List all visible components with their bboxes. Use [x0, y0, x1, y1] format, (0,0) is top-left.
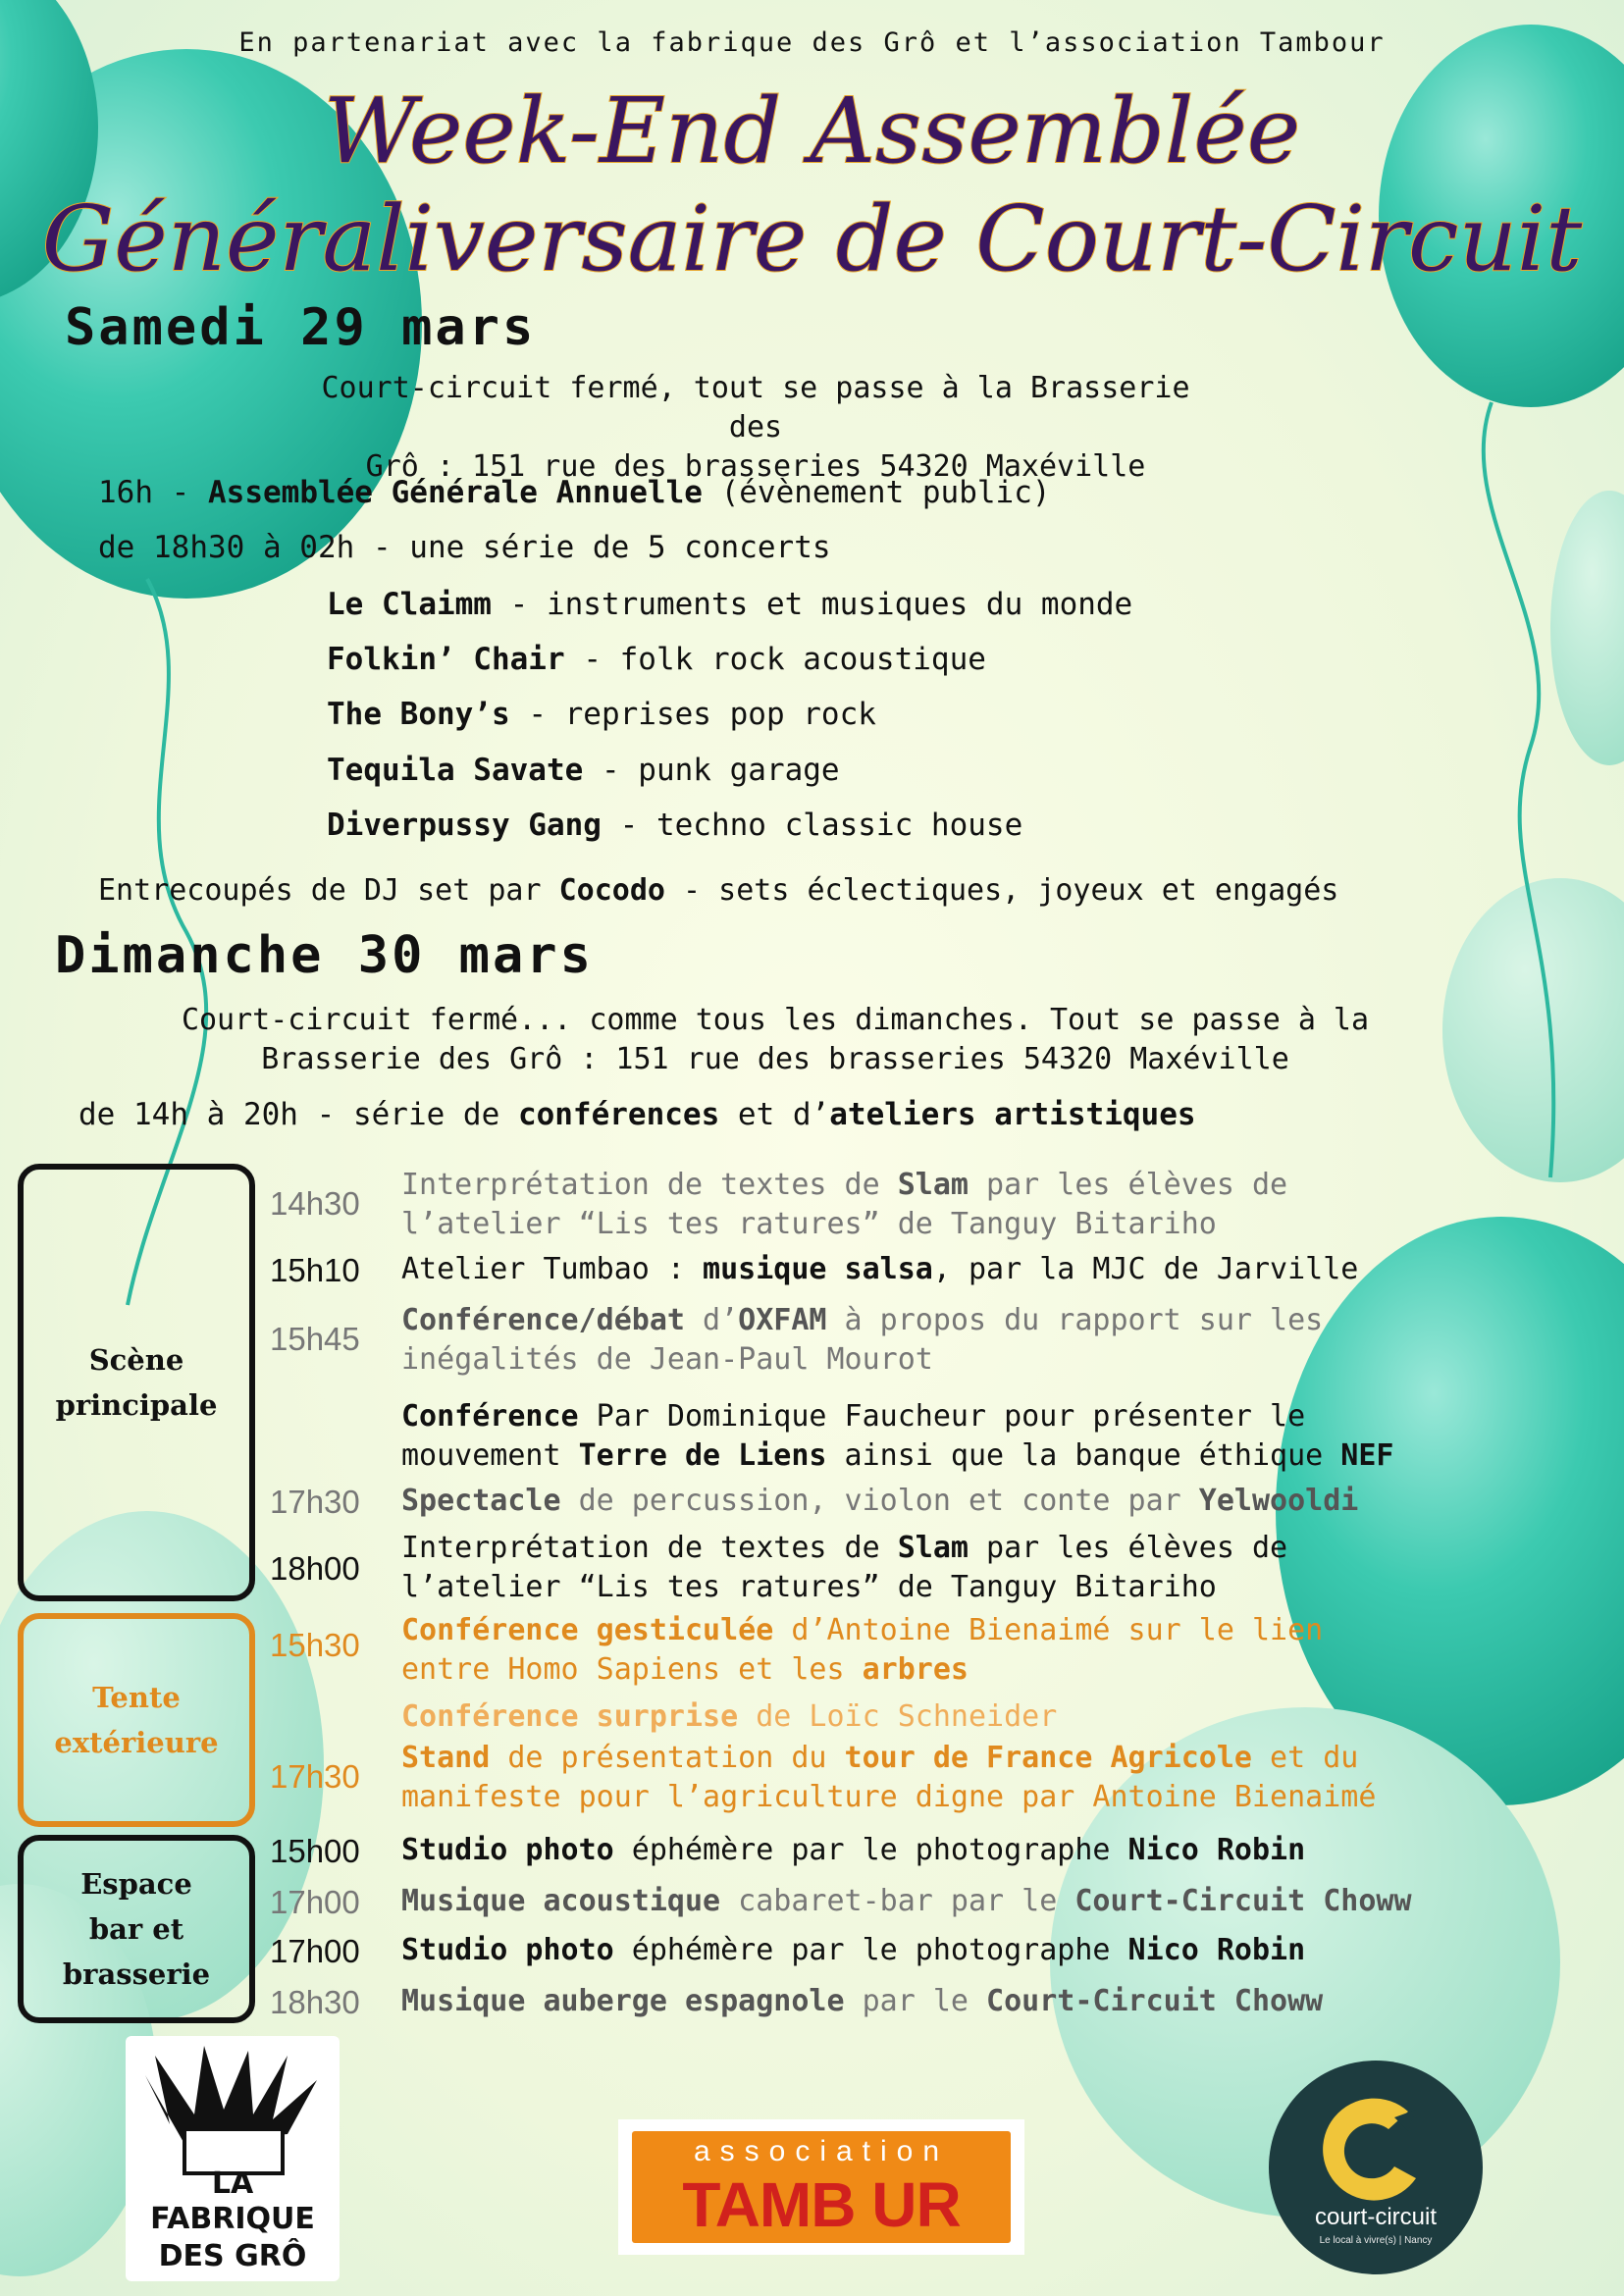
sunday-intro: de 14h à 20h - série de conférences et d’ateliers artistiques: [79, 1097, 1196, 1132]
event-title-line2: Généraliversaire de Court-Circuit: [41, 186, 1583, 291]
schedule-time: 14h30: [270, 1185, 360, 1222]
schedule-entry: Conférence/débat d’OXFAM à propos du rapport sur les inégalités de Jean-Paul Mourot: [401, 1303, 1324, 1377]
schedule-entry: Atelier Tumbao : musique salsa, par la MJC de Jarville: [401, 1252, 1359, 1286]
sunday-location: Court-circuit fermé... comme tous les dimanches. Tout se passe à la Brasserie des Grô : 151 rue des brasseries 54320 Maxéville: [181, 1003, 1370, 1076]
partner-line: En partenariat avec la fabrique des Grô et l’association Tambour: [238, 27, 1386, 58]
schedule-time: 18h00: [270, 1550, 360, 1587]
sunday-heading: Dimanche 30 mars: [55, 926, 594, 985]
band-item: Le Claimm - instruments et musiques du monde: [327, 587, 1133, 622]
association-tambour-logo: association TAMB UR: [618, 2119, 1024, 2255]
event-title-line1: Week-End Assemblée: [323, 78, 1301, 183]
saturday-location: Court-circuit fermé, tout se passe à la Brasserie des Grô : 151 rue des brasseries 54320 Maxéville: [321, 371, 1190, 484]
schedule-time: 15h10: [270, 1252, 360, 1288]
schedule-entry: Stand de présentation du tour de France Agricole et du manifeste pour l’agriculture digne par Antoine Bienaimé: [401, 1741, 1377, 1814]
schedule-entry: Interprétation de textes de Slam par les élèves de l’atelier “Lis tes ratures” de Tanguy Bitariho: [401, 1531, 1288, 1604]
fabrique-des-gro-logo: [126, 2036, 340, 2281]
schedule-time: 15h30: [270, 1627, 360, 1663]
band-item: Folkin’ Chair - folk rock acoustique: [327, 642, 986, 677]
band-item: The Bony’s - reprises pop rock: [327, 697, 876, 732]
concerts-line: de 18h30 à 02h - une série de 5 concerts: [98, 530, 831, 565]
schedule-time: 17h00: [270, 1933, 360, 1969]
schedule-entry: Conférence surprise de Loïc Schneider: [401, 1699, 1058, 1734]
band-item: Diverpussy Gang - techno classic house: [327, 808, 1023, 843]
schedule-entry: Conférence gesticulée d’Antoine Bienaimé sur le lien entre Homo Sapiens et les arbres: [401, 1613, 1324, 1687]
band-item: Tequila Savate - punk garage: [327, 753, 840, 788]
schedule-time: 17h30: [270, 1484, 360, 1520]
schedule-time: 15h00: [270, 1833, 360, 1869]
zone-outdoor-tent: Tente extérieure: [18, 1613, 255, 1827]
schedule-time: 17h00: [270, 1884, 360, 1920]
schedule-entry: Studio photo éphémère par le photographe Nico Robin: [401, 1933, 1306, 1967]
schedule-time: 18h30: [270, 1984, 360, 2020]
zone-bar: Espace bar et brasserie: [18, 1835, 255, 2023]
schedule-entry: Musique auberge espagnole par le Court-Circuit Choww: [401, 1984, 1324, 2018]
schedule-time: 15h45: [270, 1321, 360, 1357]
schedule-entry: Studio photo éphémère par le photographe Nico Robin: [401, 1833, 1306, 1867]
saturday-heading: Samedi 29 mars: [65, 298, 537, 357]
svg-text:FABRIQUE: FABRIQUE: [150, 2202, 315, 2236]
svg-text:LA: LA: [211, 2166, 254, 2201]
schedule-entry: Interprétation de textes de Slam par les élèves de l’atelier “Lis tes ratures” de Tanguy Bitariho: [401, 1168, 1288, 1241]
schedule-entry: Musique acoustique cabaret-bar par le Court-Circuit Choww: [401, 1884, 1412, 1918]
dj-line: Entrecoupés de DJ set par Cocodo - sets éclectiques, joyeux et engagés: [98, 873, 1339, 908]
court-circuit-logo: court-circuit Le local à vivre(s) | Nancy: [1269, 2061, 1483, 2274]
agm-line: 16h - Assemblée Générale Annuelle (évènement public): [98, 475, 1051, 510]
schedule-entry: Spectacle de percussion, violon et conte par Yelwooldi: [401, 1484, 1359, 1518]
schedule-entry: Conférence Par Dominique Faucheur pour présenter le mouvement Terre de Liens ainsi que la banque éthique NEF: [401, 1399, 1394, 1473]
zone-main-stage: Scène principale: [18, 1164, 255, 1601]
schedule-time: 17h30: [270, 1758, 360, 1795]
svg-text:DES GRÔ: DES GRÔ: [158, 2239, 307, 2273]
